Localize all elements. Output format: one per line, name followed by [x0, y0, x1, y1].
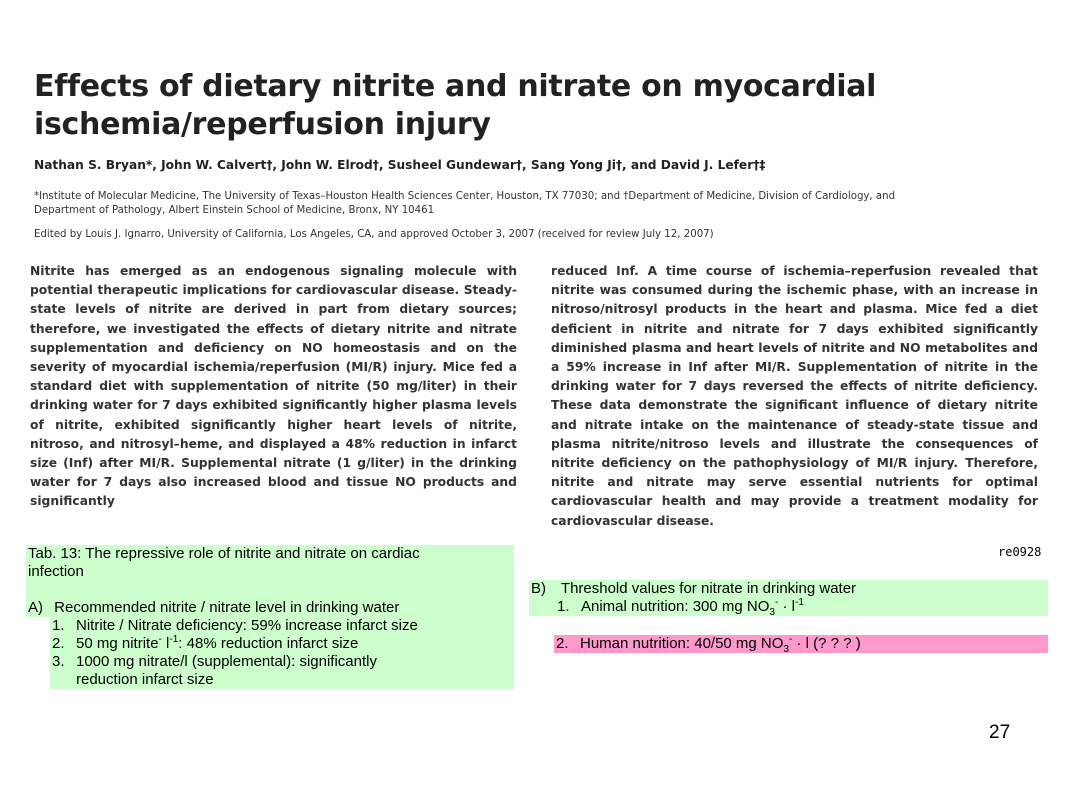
list-item: 1. Animal nutrition: 300 mg $NO_3^- \cdot l^{-1}$	[557, 597, 804, 618]
section-a-heading: A) Recommended nitrite / nitrate level in drinking water	[28, 599, 400, 616]
table-b-box	[529, 580, 1048, 616]
table-title: Tab. 13: The repressive role of nitrite and nitrate on cardiac infection A) Recommended nitrite / nitrate level in drinking water	[26, 545, 514, 617]
list-item: 2. 50 mg nitrite- $l^{-1}$: 48% reduction infarct size	[52, 634, 359, 652]
paper-edited-by: Edited by Louis J. Ignarro, University of California, Los Angeles, CA, and approved October 3, 2007 (received for review July 12, 2007)	[34, 229, 714, 240]
abstract-left-column: Nitrite has emerged as an endogenous signaling molecule with potential therapeutic implications for cardiovascular disease. Steady-state levels of nitrite are derived in part from dietary sources; therefore, we investigated the effects of dietary nitrite and nitrate supplementation and deficiency on NO homeostasis and on the severity of myocardial ischemia/reperfusion (MI/R) injury. Mice fed a standard diet with supplementation of nitrite (50 mg/liter) in their drinking water for 7 days exhibited significantly higher plasma levels of nitrite, exhibited significantly higher heart levels of nitrite, nitroso, and nitrosyl–heme, and displayed a 48% reduction in infarct size (Inf) after MI/R. Supplemental nitrate (1 g/liter) in the drinking water for 7 days also increased blood and tissue NO products and significantly	[30, 264, 517, 509]
reference-code: re0928	[998, 545, 1042, 559]
paper-title: Effects of dietary nitrite and nitrate on myocardial ischemia/reperfusion injury	[34, 69, 877, 142]
paper-authors: Nathan S. Bryan*, John W. Calvert†, John W. Elrod†, Susheel Gundewar†, Sang Yong Ji†, and David J. Lefer†‡	[34, 158, 766, 172]
section-a-list	[50, 617, 514, 689]
list-item: 3. 1000 mg nitrate/l (supplemental): significantly reduction infarct size	[52, 653, 377, 688]
human-nutrition-row: 2. Human nutrition: 40/50 mg $NO_3^- \cdot l$ (? ? ? )	[554, 635, 1048, 653]
paper-affiliation: *Institute of Molecular Medicine, The University of Texas–Houston Health Sciences Center, Houston, TX 77030; and †Department of Medicine, Division of Cardiology, and Department of Pathology, Albert Einstein School of Medicine, Bronx, NY 10461	[34, 191, 896, 216]
abstract-right-column: reduced Inf. A time course of ischemia–reperfusion revealed that nitrite was consumed during the ischemic phase, with an increase in nitroso/nitrosyl products in the heart and plasma. Mice fed a diet deficient in nitrite and nitrate for 7 days exhibited significantly diminished plasma and heart levels of nitrite and NO metabolites and a 59% increase in Inf after MI/R. Supplementation of nitrite in the drinking water for 7 days reversed the effects of nitrite deficiency. These data demonstrate the significant influence of dietary nitrite and nitrate intake on the maintenance of steady-state tissue and plasma nitrite/nitroso levels and illustrate the consequences of nitrite deficiency on the pathophysiology of MI/R injury. Therefore, nitrite and nitrate may serve essential nutrients for optimal cardiovascular health and may provide a treatment modality for cardiovascular disease.	[551, 264, 1038, 528]
table-a-box	[26, 545, 514, 689]
page-number: 27	[989, 722, 1011, 743]
list-item: 1. Nitrite / Nitrate deficiency: 59% increase infarct size	[52, 617, 418, 634]
section-b-heading: B) Threshold values for nitrate in drinking water	[531, 580, 857, 597]
